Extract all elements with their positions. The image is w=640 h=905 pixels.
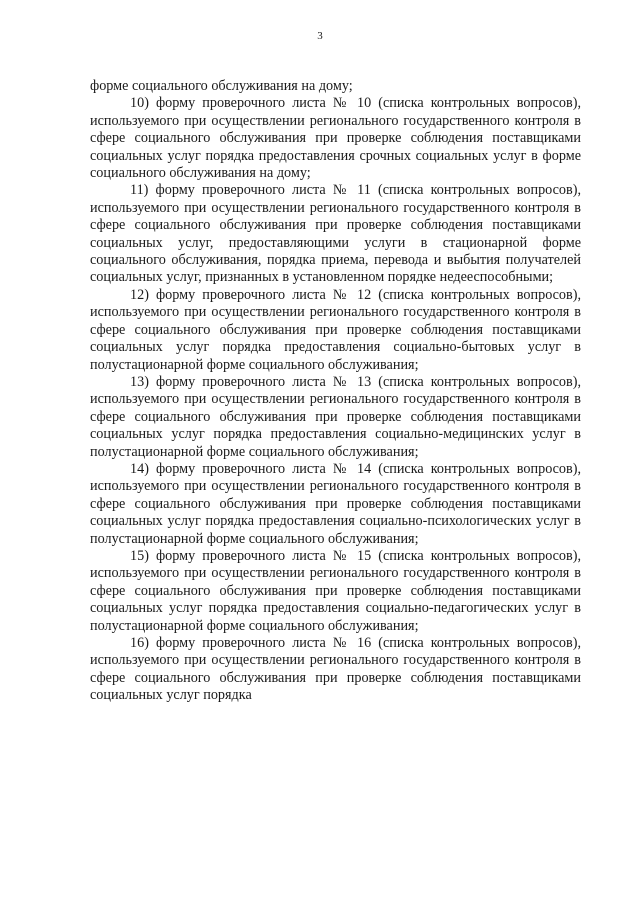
list-item-12: 12) форму проверочного листа № 12 (списка контрольных вопросов), используемого при осуществлении регионального государственного контроля в сфере социального обслуживания при проверке соблюдения поставщиками социальных услуг порядка предоставления социально-бытовых услуг в полустационарной форме социального обслуживания;	[90, 286, 581, 373]
document-body	[90, 78, 581, 705]
page-number: 3	[317, 30, 323, 42]
list-item-13: 13) форму проверочного листа № 13 (списка контрольных вопросов), используемого при осуществлении регионального государственного контроля в сфере социального обслуживания при проверке соблюдения поставщиками социальных услуг порядка предоставления социально-медицинских услуг в полустационарной форме социального обслуживания;	[90, 373, 581, 460]
list-item-16: 16) форму проверочного листа № 16 (списка контрольных вопросов), используемого при осуществлении регионального государственного контроля в сфере социального обслуживания при проверке соблюдения поставщиками социальных услуг порядка	[90, 635, 581, 704]
list-item-10: 10) форму проверочного листа № 10 (списка контрольных вопросов), используемого при осуществлении регионального государственного контроля в сфере социального обслуживания при проверке соблюдения поставщиками социальных услуг порядка предоставления срочных социальных услуг в форме социального обслуживания на дому;	[90, 95, 581, 182]
list-item-11: 11) форму проверочного листа № 11 (списка контрольных вопросов), используемого при осуществлении регионального государственного контроля в сфере социального обслуживания при проверке соблюдения поставщиками социальных услуг, предоставляющими услуги в стационарной форме социального обслуживания, порядка приема, перевода и выбытия получателей социальных услуг, признанных в установленном порядке недееспособными;	[90, 182, 581, 286]
paragraph-continuation: форме социального обслуживания на дому;	[90, 78, 353, 94]
list-item-14: 14) форму проверочного листа № 14 (списка контрольных вопросов), используемого при осуществлении регионального государственного контроля в сфере социального обслуживания при проверке соблюдения поставщиками социальных услуг порядка предоставления социально-психологических услуг в полустационарной форме социального обслуживания;	[90, 460, 581, 547]
list-item-15: 15) форму проверочного листа № 15 (списка контрольных вопросов), используемого при осуществлении регионального государственного контроля в сфере социального обслуживания при проверке соблюдения поставщиками социальных услуг порядка предоставления социально-педагогических услуг в полустационарной форме социального обслуживания;	[90, 547, 581, 634]
